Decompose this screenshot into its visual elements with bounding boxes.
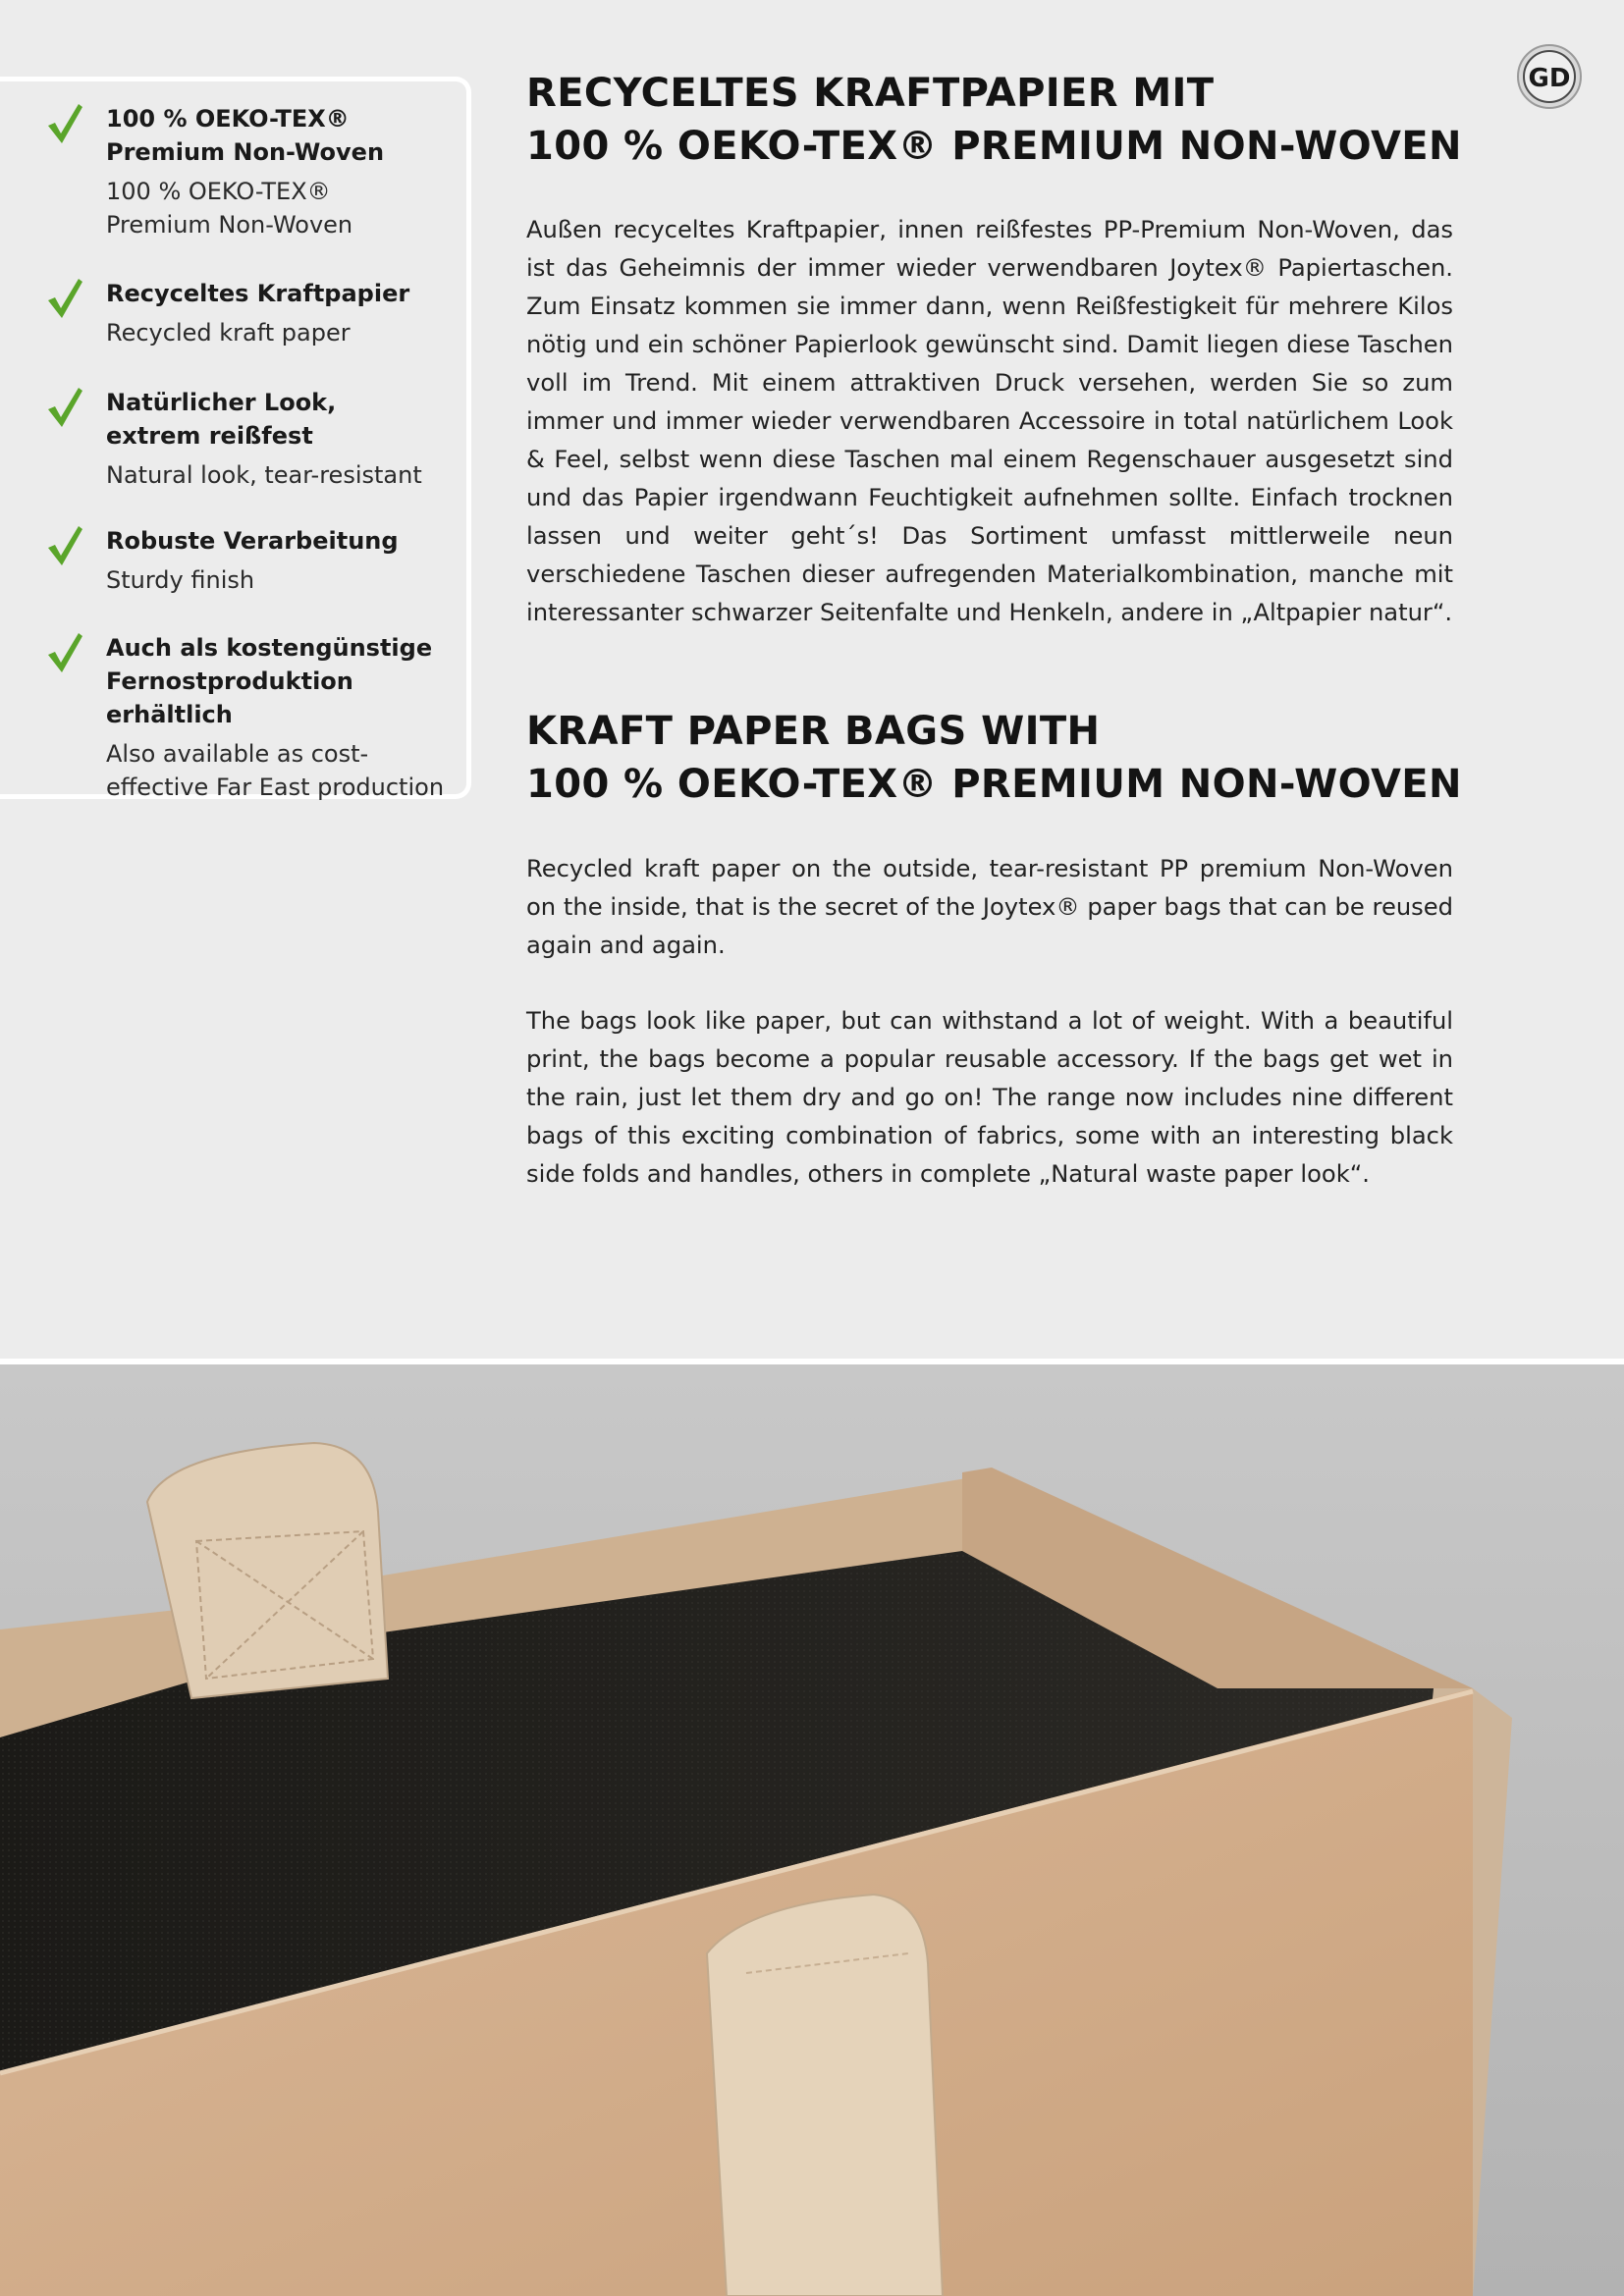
heading-de: RECYCELTES KRAFTPAPIER MIT 100 % OEKO-TEX® PREMIUM NON-WOVEN: [526, 71, 1462, 169]
heading-en: KRAFT PAPER BAGS WITH 100 % OEKO-TEX® PREMIUM NON-WOVEN: [526, 709, 1462, 807]
feature-title: Robuste Verarbeitung: [106, 527, 399, 555]
feature-title: Natürlicher Look, extrem reißfest: [106, 389, 337, 450]
feature-item-natural-look: [45, 386, 458, 492]
feature-item-far-east: [45, 631, 458, 804]
check-icon: [45, 631, 84, 674]
check-icon: [45, 277, 84, 320]
body-de: Außen recyceltes Kraftpapier, innen reißfestes PP-Premium Non-Woven, das ist das Geheimnis der immer wieder verwendbaren Joytex® Papiertaschen. Zum Einsatz kommen sie immer dann, wenn Reißfestigkeit für mehrere Kilos nötig und ein schöner Papierlook gewünscht sind. Damit liegen diese Taschen voll im Trend. Mit einem attraktiven Druck versehen, werden Sie so zum immer und immer wieder verwendbaren Accessoire in total natürlichem Look & Feel, selbst wenn diese Taschen mal einem Regenschauer ausgesetzt sind und das Papier irgendwann Feuchtigkeit aufnehmen sollte. Einfach trocknen lassen und weiter geht´s! Das Sortiment umfasst mittlerweile neun verschiedene Taschen dieser aufregenden Materialkombination, manche mit interessanter schwarzer Seitenfalte und Henkeln, andere in „Altpapier natur“.: [526, 216, 1453, 626]
feature-item-oeko-tex: [45, 102, 458, 241]
product-photo: [0, 1364, 1624, 2296]
feature-translation: 100 % OEKO-TEX® Premium Non-Woven: [106, 178, 353, 239]
feature-item-kraftpapier: [45, 277, 458, 349]
check-icon: [45, 386, 84, 429]
feature-translation: Natural look, tear-resistant: [106, 461, 422, 489]
feature-title: Auch als kostengünstige Fernostproduktion erhältlich: [106, 634, 433, 728]
feature-item-sturdy: [45, 524, 458, 597]
feature-title: Recyceltes Kraftpapier: [106, 280, 410, 307]
logo-text: GD: [1528, 64, 1571, 93]
feature-translation: Also available as cost- effective Far East production: [106, 740, 445, 801]
body-en-1: Recycled kraft paper on the outside, tear-resistant PP premium Non-Woven on the inside, that is the secret of the Joytex® paper bags that can be reused again and again.: [526, 855, 1453, 959]
feature-title: 100 % OEKO-TEX® Premium Non-Woven: [106, 105, 385, 166]
body-en-2: The bags look like paper, but can withstand a lot of weight. With a beautiful print, the bags become a popular reusable accessory. If the bags get wet in the rain, just let them dry and go on! The range now includes nine different bags of this exciting combination of fabrics, some with an interesting black side folds and handles, others in complete „Natural waste paper look“.: [526, 1007, 1453, 1188]
check-icon: [45, 102, 84, 145]
feature-translation: Sturdy finish: [106, 566, 255, 594]
check-icon: [45, 524, 84, 567]
feature-translation: Recycled kraft paper: [106, 319, 351, 347]
